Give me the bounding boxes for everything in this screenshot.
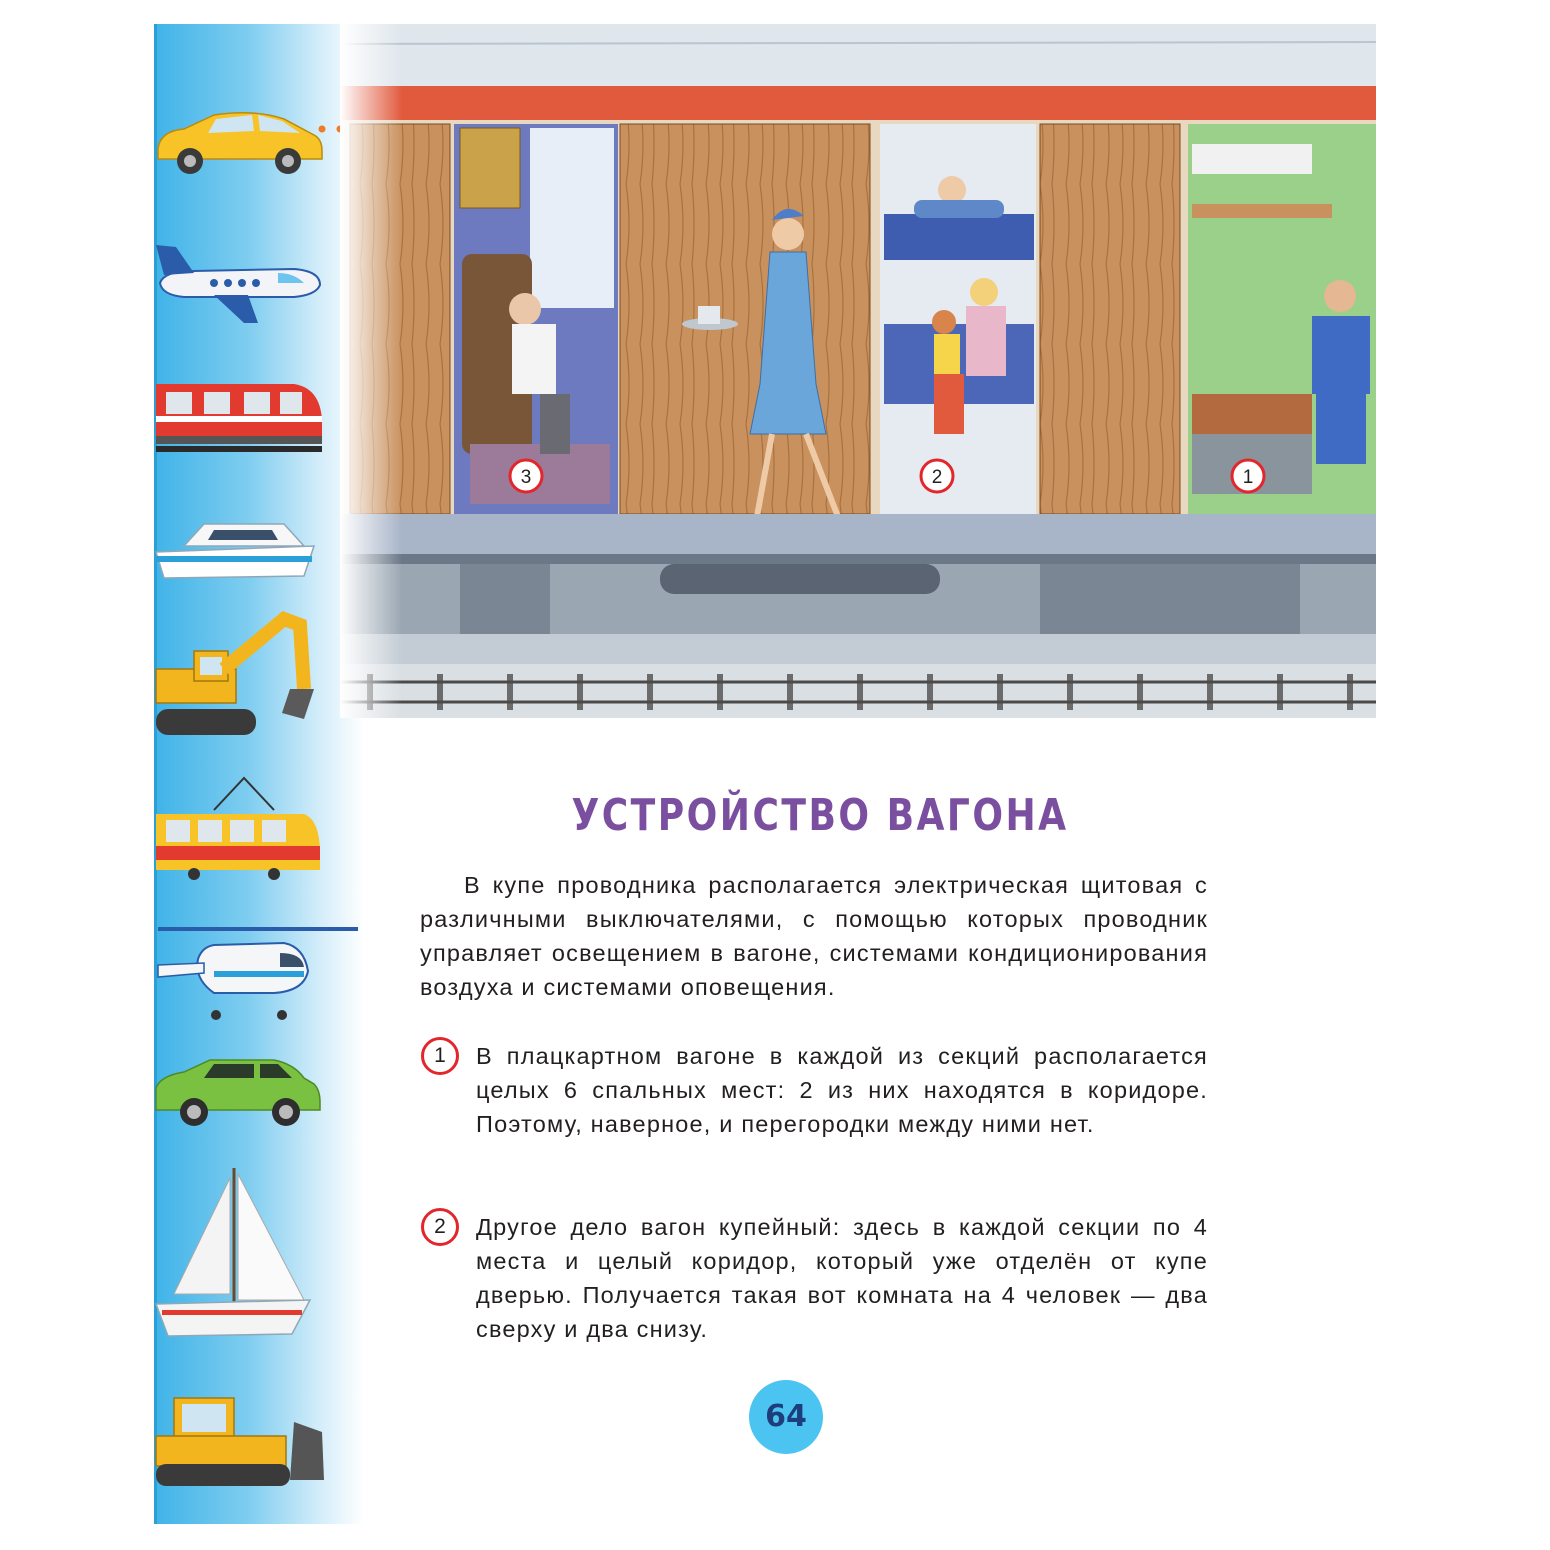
illustration-marker-3 bbox=[510, 460, 542, 492]
sailboat-icon bbox=[154, 1164, 364, 1344]
intro-paragraph: В купе проводника располагается электрическая щитовая с различными выключателями, с помощью которых проводник управляет освещением в вагоне, системами кондиционирования воздуха и системами оповещения. bbox=[420, 872, 1208, 1000]
train-icon bbox=[154, 376, 364, 456]
excavator-icon bbox=[154, 609, 364, 744]
page-number: 64 bbox=[749, 1380, 823, 1454]
suv-icon bbox=[154, 1054, 364, 1134]
page-title: УСТРОЙСТВО ВАГОНА bbox=[571, 790, 1069, 841]
svg-text:1: 1 bbox=[1242, 467, 1254, 488]
item-number-marker: 1 bbox=[421, 1037, 459, 1075]
bulldozer-icon bbox=[154, 1392, 364, 1492]
illustration-marker-1 bbox=[1232, 460, 1264, 492]
item-number-marker: 2 bbox=[421, 1208, 459, 1246]
car-icon bbox=[154, 109, 364, 179]
svg-text:3: 3 bbox=[520, 467, 532, 488]
helicopter-icon bbox=[154, 919, 364, 1029]
airplane-icon bbox=[154, 239, 364, 324]
transport-side-strip bbox=[154, 24, 364, 1524]
illustration-marker-2 bbox=[921, 460, 953, 492]
item-paragraph-coupe: Другое дело вагон купейный: здесь в каждой секции по 4 места и целый коридор, который уже отделён от купе дверью. Получается такая вот комната на 4 человек — два сверху и два снизу. bbox=[476, 1214, 1208, 1342]
svg-text:2: 2 bbox=[931, 467, 943, 488]
boat-icon bbox=[154, 504, 364, 584]
wagon-cutaway-illustration bbox=[340, 24, 1376, 718]
item-paragraph-platzkart: В плацкартном вагоне в каждой из секций располагается целых 6 спальных мест: 2 из них находятся в коридоре. Поэтому, наверное, и перегородки между ними нет. bbox=[476, 1043, 1208, 1137]
tram-icon bbox=[154, 774, 364, 884]
